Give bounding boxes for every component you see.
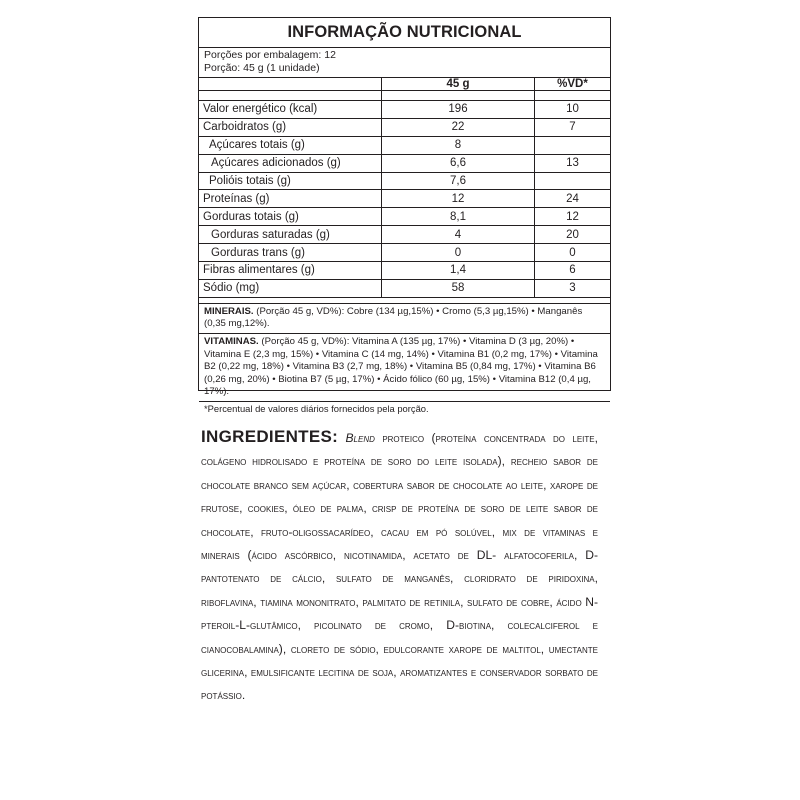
nutrient-row xyxy=(199,279,610,297)
nutrient-label: Fibras alimentares (g) xyxy=(199,262,382,280)
nutrient-label: Gorduras saturadas (g) xyxy=(199,226,382,244)
nutrient-label: Carboidratos (g) xyxy=(199,118,382,136)
nutrient-label: Gorduras trans (g) xyxy=(199,244,382,262)
nutrient-row xyxy=(199,208,610,226)
minerals-label: MINERAIS. xyxy=(204,305,254,317)
nutrition-table xyxy=(199,78,610,298)
serving-size: Porção: 45 g (1 unidade) xyxy=(204,61,320,74)
vitamins-block xyxy=(199,334,610,402)
nutrition-title: INFORMAÇÃO NUTRICIONAL xyxy=(199,18,610,48)
ingredients-text: proteico (proteína concentrada do leite, colágeno hidrolisado e proteína de soro do leite isolada), recheio sabor de chocolate branco sem açúcar, cobertura sabor de chocolate ao leite, xarope de frutose, cookies, óleo de palma, crisp de proteína de soro de leite sabor de chocolate, fruto-oligossacarídeo, cacau em pó solúvel, mix de vitaminas e minerais (ácido ascórbico, nicotinamida, acetato de DL- alfatocoferila, D-pantotenato de cálcio, sulfato de manganês, cloridrato de piridoxina, riboflavina, tiamina mononitrato, palmitato de retinila, sulfato de cobre, ácido N-pteroil-L-glutâmico, picolinato de cromo, D-biotina, colecalciferol e cianocobalamina), cloreto de sódio, edulcorante xarope de maltitol, umectante glicerina, emulsificante lecitina de soja, aromatizantes e conservador sorbato de potássio. xyxy=(201,431,598,703)
vitamins-label: VITAMINAS. xyxy=(204,335,259,347)
nutrient-amount: 0 xyxy=(382,244,535,262)
nutrient-amount: 4 xyxy=(382,226,535,244)
nutrient-dv: 3 xyxy=(535,279,611,297)
ingredients-label: INGREDIENTES: xyxy=(201,427,339,446)
minerals-block xyxy=(199,303,610,334)
nutrient-dv: 20 xyxy=(535,226,611,244)
nutrient-amount: 12 xyxy=(382,190,535,208)
nutrient-amount: 22 xyxy=(382,118,535,136)
table-spacer-row xyxy=(199,91,610,101)
nutrient-label: Proteínas (g) xyxy=(199,190,382,208)
portion-info xyxy=(199,48,610,78)
nutrient-dv xyxy=(535,172,611,190)
nutrient-label: Gorduras totais (g) xyxy=(199,208,382,226)
nutrient-dv: 7 xyxy=(535,118,611,136)
nutrient-label: Açúcares adicionados (g) xyxy=(199,154,382,172)
nutrient-row xyxy=(199,172,610,190)
amount-column-header: 45 g xyxy=(382,78,535,91)
nutrient-dv: 12 xyxy=(535,208,611,226)
table-header-row xyxy=(199,78,610,91)
nutrient-amount: 58 xyxy=(382,279,535,297)
nutrient-amount: 7,6 xyxy=(382,172,535,190)
ingredients-block xyxy=(201,425,598,708)
dv-column-header: %VD* xyxy=(535,78,611,91)
dv-footnote: *Percentual de valores diários fornecidos pela porção. xyxy=(204,402,429,414)
nutrient-dv: 0 xyxy=(535,244,611,262)
nutrient-dv: 24 xyxy=(535,190,611,208)
nutrient-amount: 1,4 xyxy=(382,262,535,280)
nutrient-row xyxy=(199,154,610,172)
nutrient-dv: 6 xyxy=(535,262,611,280)
nutrient-amount: 8,1 xyxy=(382,208,535,226)
nutrient-row xyxy=(199,101,610,119)
nutrient-label: Polióis totais (g) xyxy=(199,172,382,190)
vitamins-text: (Porção 45 g, VD%): Vitamina A (135 µg, 17%) • Vitamina D (3 µg, 20%) • Vitamina E (2,3 mg, 15%) • Vitamina C (14 mg, 14%) • Vitamina B1 (0,2 mg, 17%) • Vitamina B2 (0,22 mg, 18%) • Vitamina B3 (2,7 mg, 18%) • Vitamina B5 (0,84 mg, 17%) • Vitamina B6 (0,26 mg, 20%) • Biotina B7 (5 µg, 17%) • Ácido fólico (60 µg, 15%) • Vitamina B12 (0,4 µg, 17%). xyxy=(204,335,598,398)
nutrient-dv: 10 xyxy=(535,101,611,119)
nutrient-amount: 6,6 xyxy=(382,154,535,172)
nutrient-row xyxy=(199,244,610,262)
nutrient-row xyxy=(199,226,610,244)
nutrient-row xyxy=(199,262,610,280)
nutrition-facts-panel xyxy=(198,17,611,414)
nutrient-amount: 8 xyxy=(382,136,535,154)
nutrient-dv: 13 xyxy=(535,154,611,172)
nutrient-rows xyxy=(199,101,610,298)
nutrient-row xyxy=(199,136,610,154)
nutrient-row xyxy=(199,118,610,136)
nutrient-label: Açúcares totais (g) xyxy=(199,136,382,154)
nutrient-label: Valor energético (kcal) xyxy=(199,101,382,119)
nutrient-label: Sódio (mg) xyxy=(199,279,382,297)
nutrient-dv xyxy=(535,136,611,154)
minerals-text: (Porção 45 g, VD%): Cobre (134 µg,15%) • Cromo (5,3 µg,15%) • Manganês (0,35 mg,12%). xyxy=(204,305,583,330)
servings-per-pack: Porções por embalagem: 12 xyxy=(204,49,336,61)
ingredients-blend-word: Blend xyxy=(345,431,375,445)
nutrient-amount: 196 xyxy=(382,101,535,119)
nutrient-row xyxy=(199,190,610,208)
